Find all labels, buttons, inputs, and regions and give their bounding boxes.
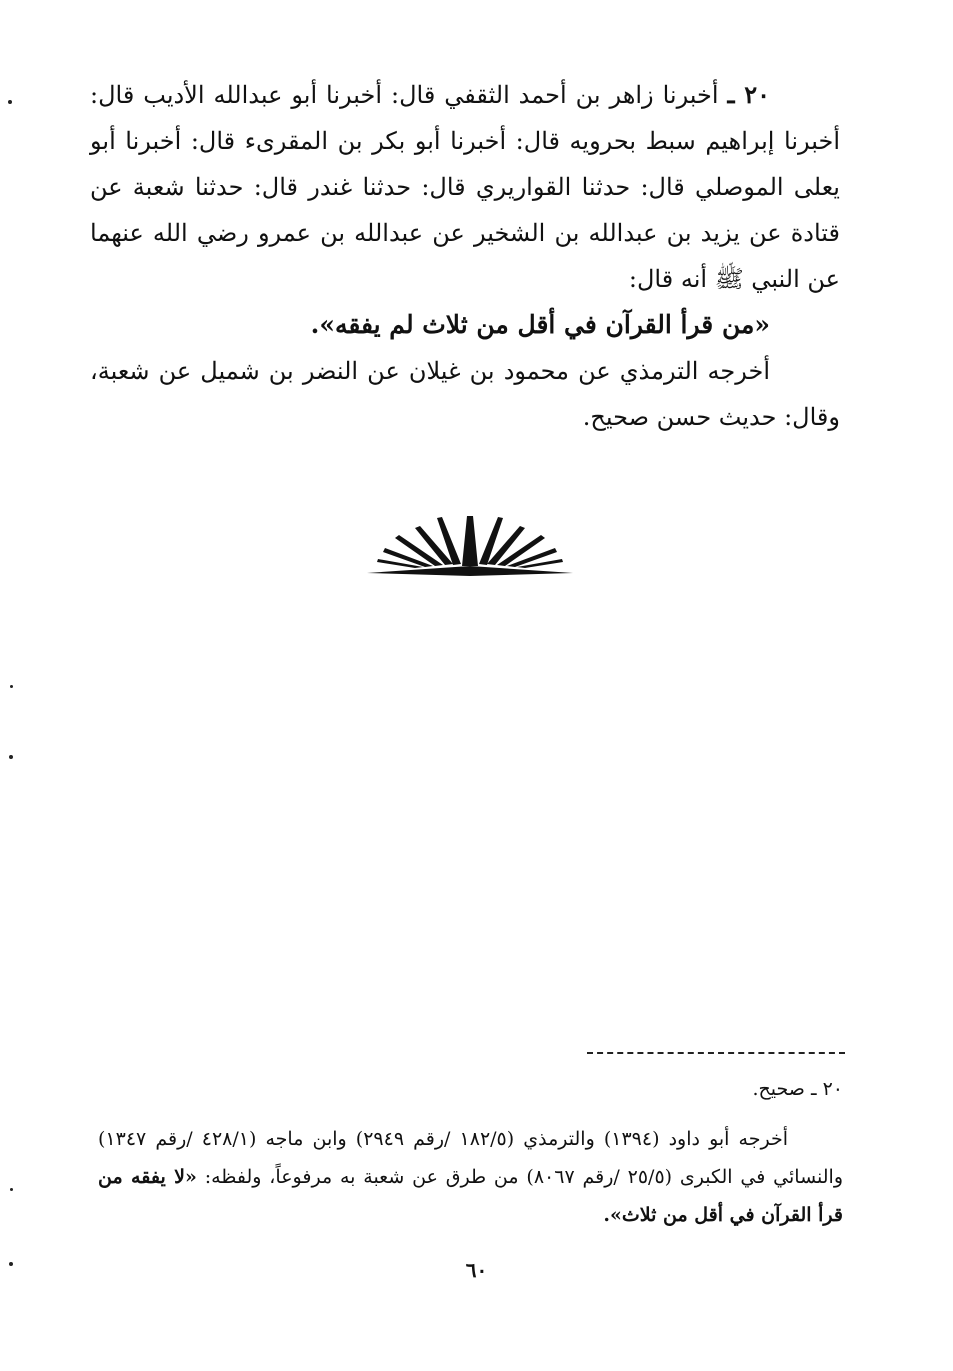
scan-speck [10,685,13,688]
footnote-text [98,1120,843,1234]
footnote-takhrij: أخرجه أبو داود (١٣٩٤) والترمذي (١٨٢/٥ /رقم ٢٩٤٩) وابن ماجه (٤٢٨/١ /رقم ١٣٤٧) والنسائي في الكبرى (٢٥/٥ /رقم ٨٠٦٧) من طرق عن شعبة به مرفوعاً، ولفظه: [98,1128,843,1188]
footnotes [98,1070,843,1234]
scan-speck [9,755,13,759]
section-divider-ornament [365,510,575,578]
main-text [90,72,840,440]
hadith-matn: «من قرأ القرآن في أقل من ثلاث لم يفقه». [310,310,770,339]
hadith-isnad: أخبرنا زاهر بن أحمد الثقفي قال: أخبرنا أبو عبدالله الأديب قال: أخبرنا إبراهيم سبط بحرويه قال: أخبرنا أبو بكر بن المقرىء قال: أخبرنا أبو يعلى الموصلي قال: حدثنا القواريري قال: حدثنا غندر قال: حدثنا شعبة عن قتادة عن يزيد بن عبدالله بن الشخير عن عبدالله بن عمرو رضي الله عنهما عن النبي ﷺ أنه قال: [90,81,840,293]
footnote-separator [587,1052,845,1054]
hadith-chain-paragraph [90,72,840,302]
takhrij-paragraph: أخرجه الترمذي عن محمود بن غيلان عن النضر بن شميل عن شعبة، وقال: حديث حسن صحيح. [90,357,840,431]
hadith-number: ٢٠ ـ [727,80,770,109]
page-number: ٦٠ [465,1258,488,1282]
scan-speck [8,100,12,104]
footnote-quote: «لا يفقه من قرأ القرآن في أقل من ثلاث». [98,1166,843,1226]
footnote-heading: ٢٠ ـ صحيح. [752,1078,843,1100]
scan-speck [9,1262,13,1266]
scan-speck [10,1188,13,1191]
